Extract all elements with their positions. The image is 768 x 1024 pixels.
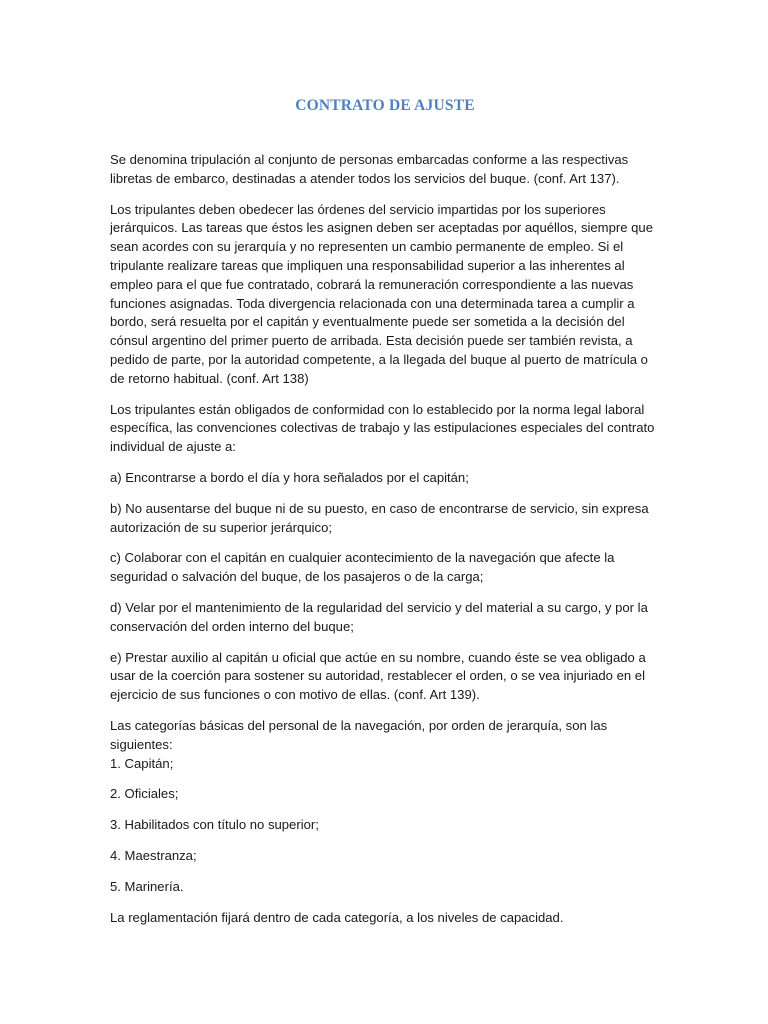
category-item-1: 1. Capitán; — [110, 755, 174, 771]
paragraph-crew-duties: Los tripulantes deben obedecer las órdenes del servicio impartidas por los superiores jerárquicos. Las tareas que éstos les asignen deben ser aceptadas por aquéllos, siempre que sean acordes con su jerarquía y no representen un cambio permanente de empleo. Si el tripulante realizare tareas que impliquen una responsabilidad superior a las inherentes al empleo para el que fue contratado, cobrará la remuneración correspondiente a las nuevas funciones asignadas. Toda divergencia relacionada con una determinada tarea a cumplir a bordo, será resuelta por el capitán y eventualmente puede ser sometida a la decisión del cónsul argentino del primer puerto de arribada. Esta decisión puede ser también revista, a pedido de parte, por la autoridad competente, a la llegada del buque al puerto de matrícula o de retorno habitual. (conf. Art 138) — [110, 201, 654, 386]
document-title: CONTRATO DE AJUSTE — [295, 97, 475, 114]
category-item-4: 4. Maestranza; — [110, 847, 197, 863]
obligation-item-d: d) Velar por el mantenimiento de la regularidad del servicio y del material a su cargo, y por la conservación del orden interno del buque; — [110, 599, 648, 634]
paragraph-categories-intro: Las categorías básicas del personal de la navegación, por orden de jerarquía, son las siguientes: — [110, 717, 608, 752]
paragraph-closing: La reglamentación fijará dentro de cada categoría, a los niveles de capacidad. — [110, 909, 564, 925]
category-item-2: 2. Oficiales; — [110, 786, 179, 802]
obligation-item-e: e) Prestar auxilio al capitán u oficial que actúe en su nombre, cuando éste se vea obligado a usar de la coerción para sostener su autoridad, restablecer el orden, o se vea injuriado en el ejercicio de sus funciones o con motivo de ellas. (conf. Art 139). — [110, 649, 646, 703]
obligation-item-a: a) Encontrarse a bordo el día y hora señalados por el capitán; — [110, 469, 469, 485]
obligation-item-c: c) Colaborar con el capitán en cualquier acontecimiento de la navegación que afecte la seguridad o salvación del buque, de los pasajeros o de la carga; — [110, 550, 615, 585]
paragraph-crew-definition: Se denomina tripulación al conjunto de personas embarcadas conforme a las respectivas libretas de embarco, destinadas a atender todos los servicios del buque. (conf. Art 137). — [110, 152, 629, 186]
paragraph-obligations-intro: Los tripulantes están obligados de conformidad con lo establecido por la norma legal laboral específica, las convenciones colectivas de trabajo y las estipulaciones especiales del contrato individual de ajuste a: — [110, 401, 655, 455]
category-item-3: 3. Habilitados con título no superior; — [110, 817, 319, 833]
category-item-5: 5. Marinería. — [110, 878, 184, 894]
obligation-item-b: b) No ausentarse del buque ni de su puesto, en caso de encontrarse de servicio, sin expresa autorización de su superior jerárquico; — [110, 500, 649, 535]
